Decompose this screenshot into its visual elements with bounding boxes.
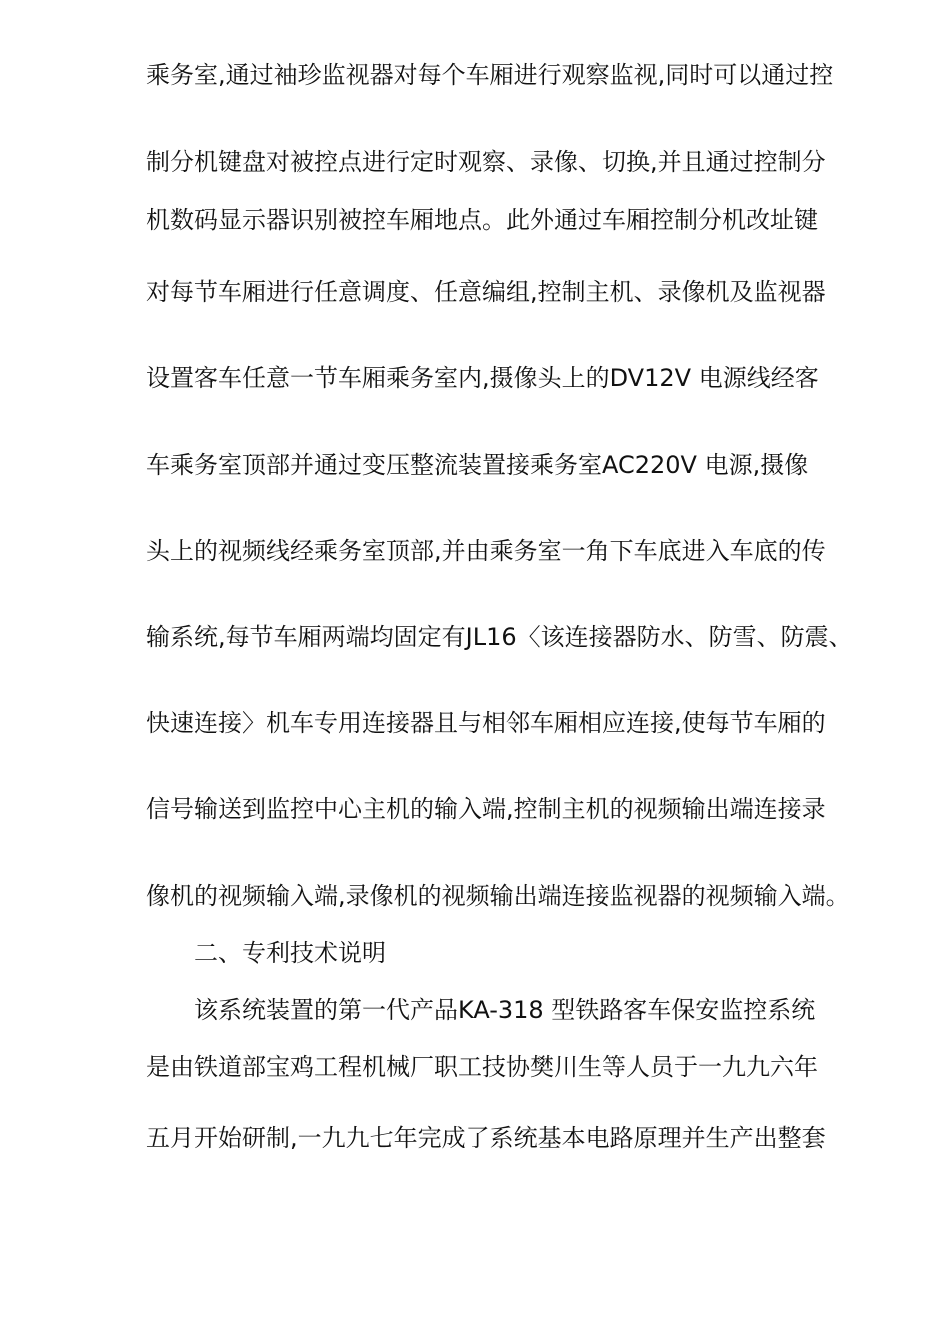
body-text-line: 五月开始研制,一九九七年完成了系统基本电路原理并生产出整套 xyxy=(146,1124,826,1152)
body-text-line: 头上的视频线经乘务室顶部,并由乘务室一角下车底进入车底的传 xyxy=(146,537,826,565)
body-text-line: 是由铁道部宝鸡工程机械厂职工技协樊川生等人员于一九九六年 xyxy=(146,1053,818,1081)
body-text-line: 乘务室,通过袖珍监视器对每个车厢进行观察监视,同时可以通过控 xyxy=(146,61,834,89)
body-text-line: 对每节车厢进行任意调度、任意编组,控制主机、录像机及监视器 xyxy=(146,278,826,306)
body-text-line: 输系统,每节车厢两端均固定有JL16〈该连接器防水、防雪、防震、 xyxy=(146,623,853,651)
body-text-line: 车乘务室顶部并通过变压整流装置接乘务室AC220V 电源,摄像 xyxy=(146,451,809,479)
body-text-line: 像机的视频输入端,录像机的视频输出端连接监视器的视频输入端。 xyxy=(146,882,850,910)
body-text-line: 该系统装置的第一代产品KA-318 型铁路客车保安监控系统 xyxy=(194,996,816,1024)
body-text-line: 设置客车任意一节车厢乘务室内,摄像头上的DV12V 电源线经客 xyxy=(146,364,819,392)
body-text-line: 信号输送到监控中心主机的输入端,控制主机的视频输出端连接录 xyxy=(146,795,826,823)
body-text-line: 快速连接〉机车专用连接器且与相邻车厢相应连接,使每节车厢的 xyxy=(146,709,826,737)
body-text-line: 机数码显示器识别被控车厢地点。此外通过车厢控制分机改址键 xyxy=(146,206,818,234)
section-heading: 二、专利技术说明 xyxy=(194,939,386,967)
body-text-line: 制分机键盘对被控点进行定时观察、录像、切换,并且通过控制分 xyxy=(146,148,826,176)
